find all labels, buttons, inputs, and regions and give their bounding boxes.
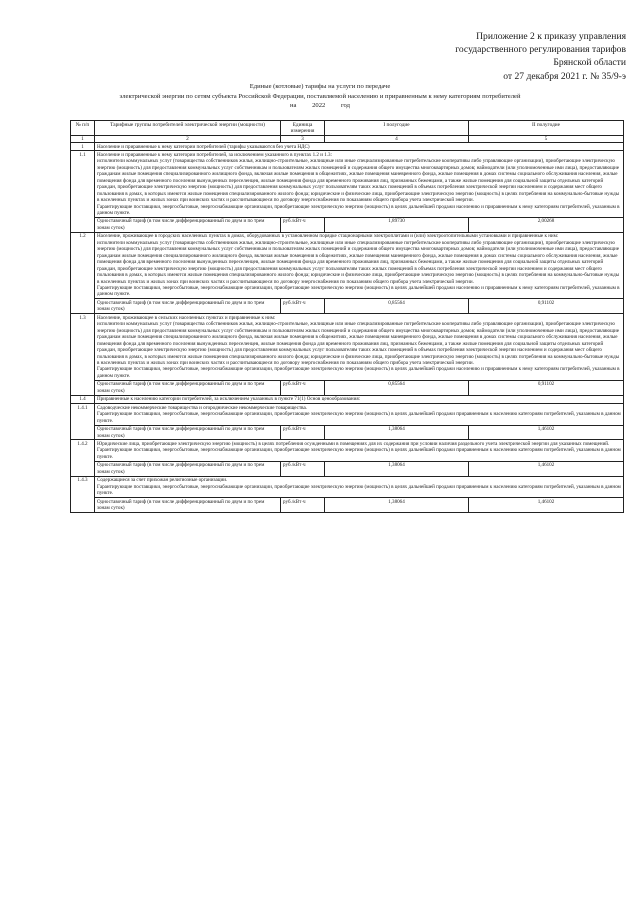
row-num: 1	[71, 143, 95, 151]
tariff-value-h1: 1,38064	[325, 461, 469, 476]
header-line: от 27 декабря 2021 г. № 35/9-э	[503, 70, 626, 82]
table-row	[71, 476, 624, 497]
tariff-value-h2: 1,46102	[469, 425, 624, 440]
row-num: 1.1	[71, 151, 95, 232]
table-row	[71, 232, 624, 299]
tariff-value-h2: 2,00268	[469, 217, 624, 232]
tariff-label: Одноставочный тариф (в том числе дифференцированный по двум и по трем зонам суток)	[95, 217, 281, 232]
title-line: Единые (котловые) тарифы на услуги по передаче	[249, 83, 391, 90]
section-text: Население и приравненные к нему категории потребителей (тарифы указываются без учета НДС)	[95, 143, 624, 151]
section-row	[71, 143, 624, 151]
tariff-row	[71, 461, 624, 476]
tariff-value-h1: 1,38064	[325, 425, 469, 440]
header-h2: II полугодие	[469, 121, 624, 136]
tariff-unit: руб./кВт·ч	[281, 380, 325, 395]
row-num: 1.2	[71, 232, 95, 313]
header-group: Тарифные группы потребителей электрической энергии (мощности)	[95, 121, 281, 136]
row-description	[95, 151, 624, 218]
table-row	[71, 404, 624, 425]
row-description	[95, 440, 624, 461]
header-line: Приложение 2 к приказу управления	[476, 31, 626, 42]
header-unit: Единица измерения	[281, 121, 325, 136]
row-paragraph: Гарантирующие поставщики, энергосбытовые, энергоснабжающие организации, приобретающие электрическую энергию (мощность) в целях дальнейшей продажи приравненным к населению категориям потребителей, указанным в данном пункте.	[97, 447, 621, 460]
row-paragraph: исполнители коммунальных услуг (товарищества собственников жилья, жилищно-строительные, жилищные или иные специализированные потребительские кооперативы либо управляющие организации), приобретающие электрическую энергию (мощность) для предоставления коммунальных услуг собственникам и пользователям жилых помещений и содержания общего имущества многоквартирных домов; наймодатели (или уполномоченные ими лица), предоставляющие гражданам жилые помещения специализированного жилищного фонда, включая жилые помещения в общежитиях, жилые помещения маневренного фонда, жилые помещения в домах системы социального обслуживания населения, жилые помещения фонда для временного поселения вынужденных переселенцев, жилые помещения фонда для временного проживания лиц, признанных беженцами, а также жилые помещения для социальной защиты отдельных категорий граждан, приобретающие электрическую энергию (мощность) для предоставления коммунальных услуг пользователям таких жилых помещений в объемах потребления электрической энергии населением и содержания мест общего пользования в домах, в которых имеются жилые помещения специализированного жилого фонда; юридические и физические лица, приобретающие электрическую энергию (мощность) в целях потребления на коммунально-бытовые нужды в населенных пунктах и жилых зонах при воинских частях и рассчитывающиеся по договору энергоснабжения по показаниям общего прибора учета электрической энергии.	[97, 239, 620, 285]
row-paragraph: Гарантирующие поставщики, энергосбытовые, энергоснабжающие организации, приобретающие электрическую энергию (мощность) в целях дальнейшей продажи приравненным к населению категориям потребителей, указанным в данном пункте.	[97, 411, 621, 424]
colnum: 1	[71, 136, 95, 143]
row-description	[95, 314, 624, 381]
section-row	[71, 395, 624, 403]
section-text: Приравненные к населению категории потребителей, за исключением указанных в пункте 71(1) Основ ценообразования:	[95, 395, 624, 403]
tariff-label: Одноставочный тариф (в том числе дифференцированный по двум и по трем зонам суток)	[95, 299, 281, 314]
header-line: Брянской области	[553, 57, 626, 69]
tariff-row	[71, 425, 624, 440]
row-num: 1.4.3	[71, 476, 95, 512]
tariff-label: Одноставочный тариф (в том числе дифференцированный по двум и по трем зонам суток)	[95, 461, 281, 476]
header-line: государственного регулирования тарифов	[455, 44, 626, 56]
title-prefix: на	[290, 102, 297, 110]
tariff-value-h2: 1,46102	[469, 498, 624, 513]
row-paragraph: исполнители коммунальных услуг (товарищества собственников жилья, жилищно-строительные, жилищные или иные специализированные потребительские кооперативы либо управляющие организации), приобретающие электрическую энергию (мощность) для предоставления коммунальных услуг собственникам и пользователям жилых помещений и содержания общего имущества многоквартирных домов; наймодатели (или уполномоченные ими лица), предоставляющие гражданам жилые помещения специализированного жилищного фонда, включая жилые помещения в общежитиях, жилые помещения маневренного фонда, жилые помещения в домах системы социального обслуживания населения, жилые помещения фонда для временного поселения вынужденных переселенцев, жилые помещения фонда для временного проживания лиц, признанных беженцами, а также жилые помещения для социальной защиты отдельных категорий граждан, приобретающие электрическую энергию (мощность) для предоставления коммунальных услуг пользователям таких жилых помещений в объемах потребления электрической энергии населением и содержания мест общего пользования в домах, в которых имеются жилые помещения специализированного жилого фонда; юридические и физические лица, приобретающие электрическую энергию (мощность) в целях потребления на коммунально-бытовые нужды в населенных пунктах и жилых зонах при воинских частях и рассчитывающиеся по договору энергоснабжения по показаниям общего прибора учета электрической энергии.	[97, 158, 620, 204]
tariff-row	[71, 380, 624, 395]
row-paragraph: Гарантирующие поставщики, энергосбытовые, энергоснабжающие организации, приобретающие электрическую энергию (мощность) в целях дальнейшей продажи населению и приравненным к нему категориям потребителей, указанным в данном пункте.	[97, 203, 620, 217]
tariff-row	[71, 299, 624, 314]
row-num: 1.4.1	[71, 404, 95, 440]
row-paragraph: Население, проживающее в городских населенных пунктах в домах, оборудованных в установленном порядке стационарными электроплитами и (или) электроотопительными установками и приравненные к ним:	[97, 233, 559, 240]
tariff-value-h2: 0,91102	[469, 380, 624, 395]
colnum: 3	[281, 136, 325, 143]
document-title	[0, 82, 640, 111]
row-paragraph: исполнители коммунальных услуг (товарищества собственников жилья, жилищно-строительные, жилищные или иные специализированные потребительские кооперативы либо управляющие организации), приобретающие электрическую энергию (мощность) для предоставления коммунальных услуг собственникам и пользователям жилых помещений и содержания общего имущества многоквартирных домов; наймодатели (или уполномоченные ими лица), предоставляющие гражданам жилые помещения специализированного жилищного фонда, включая жилые помещения в общежитиях, жилые помещения маневренного фонда, жилые помещения в домах системы социального обслуживания населения, жилые помещения фонда для временного поселения вынужденных переселенцев, жилые помещения фонда для временного проживания лиц, признанных беженцами, а также жилые помещения для социальной защиты отдельных категорий граждан, приобретающие электрическую энергию (мощность) для предоставления коммунальных услуг пользователям таких жилых помещений в объемах потребления электрической энергии населением и содержания мест общего пользования в домах, в которых имеются жилые помещения специализированного жилого фонда; юридические и физические лица, приобретающие электрическую энергию (мощность) в целях потребления на коммунально-бытовые нужды в населенных пунктах и жилых зонах при воинских частях и рассчитывающиеся по договору энергоснабжения по показаниям общего прибора учета электрической энергии.	[97, 321, 620, 366]
title-suffix: год	[340, 102, 350, 110]
title-year: 2022	[312, 102, 326, 110]
row-num: 1.3	[71, 314, 95, 395]
tariff-value-h2: 1,46102	[469, 461, 624, 476]
row-num: 1.4	[71, 395, 95, 403]
tariff-row	[71, 498, 624, 513]
tariff-value-h1: 0,85564	[325, 299, 469, 314]
tariff-value-h1: 0,85564	[325, 380, 469, 395]
table-row	[71, 151, 624, 218]
column-number-row	[71, 136, 624, 143]
tariff-unit: руб./кВт·ч	[281, 217, 325, 232]
tariff-unit: руб./кВт·ч	[281, 299, 325, 314]
tariff-unit: руб./кВт·ч	[281, 425, 325, 440]
colnum: 2	[95, 136, 281, 143]
tariff-row	[71, 217, 624, 232]
row-paragraph: Садоводческие некоммерческие товарищества и огороднические некоммерческие товарищества.	[97, 404, 308, 411]
header-h1: I полугодие	[325, 121, 469, 136]
table-row	[71, 314, 624, 381]
document-header	[455, 30, 626, 83]
header-num: № п/п	[71, 121, 95, 136]
table-header-row	[71, 121, 624, 136]
table-row	[71, 440, 624, 461]
row-paragraph: Гарантирующие поставщики, энергосбытовые, энергоснабжающие организации, приобретающие электрическую энергию (мощность) в целях дальнейшей продажи приравненным к населению категориям потребителей, указанным в данном пункте.	[97, 483, 621, 497]
tariff-value-h1: 1,89730	[325, 217, 469, 232]
row-paragraph: Гарантирующие поставщики, энергосбытовые, энергоснабжающие организации, приобретающие электрическую энергию (мощность) в целях дальнейшей продажи населению и приравненным к нему категориям потребителей, указанным в данном пункте.	[97, 366, 620, 379]
tariff-label: Одноставочный тариф (в том числе дифференцированный по двум и по трем зонам суток)	[95, 498, 281, 513]
title-line-year	[0, 101, 640, 111]
row-paragraph: Население и приравненные к нему категории потребителей, за исключением указанного в пунктах 1.2 и 1.3:	[97, 151, 333, 158]
tariff-label: Одноставочный тариф (в том числе дифференцированный по двум и по трем зонам суток)	[95, 380, 281, 395]
tariff-label: Одноставочный тариф (в том числе дифференцированный по двум и по трем зонам суток)	[95, 425, 281, 440]
row-description	[95, 404, 624, 425]
tariff-unit: руб./кВт·ч	[281, 498, 325, 513]
row-paragraph: Юридические лица, приобретающие электрическую энергию (мощность) в целях потребления осужденными в помещениях для их содержания при условии наличия раздельного учета электрической энергии для указанных помещений.	[97, 440, 610, 447]
colnum: 5	[469, 136, 624, 143]
row-paragraph: Население, проживающее в сельских населенных пунктах и приравненные к ним:	[97, 314, 276, 321]
tariff-unit: руб./кВт·ч	[281, 461, 325, 476]
tariff-value-h1: 1,38064	[325, 498, 469, 513]
tariff-table	[70, 120, 624, 513]
row-description	[95, 476, 624, 497]
row-paragraph: Содержащиеся за счет прихожан религиозные организации.	[97, 477, 228, 484]
colnum: 4	[325, 136, 469, 143]
tariff-value-h2: 0,91102	[469, 299, 624, 314]
title-line: электрической энергии по сетям субъекта Российской Федерации, поставляемой населению и приравненным к нему категориям потребителей	[119, 92, 521, 100]
row-description	[95, 232, 624, 299]
row-num: 1.4.2	[71, 440, 95, 476]
row-paragraph: Гарантирующие поставщики, энергосбытовые, энергоснабжающие организации, приобретающие электрическую энергию (мощность) в целях дальнейшей продажи населению и приравненным к нему категориям потребителей, указанным в данном пункте.	[97, 285, 620, 298]
